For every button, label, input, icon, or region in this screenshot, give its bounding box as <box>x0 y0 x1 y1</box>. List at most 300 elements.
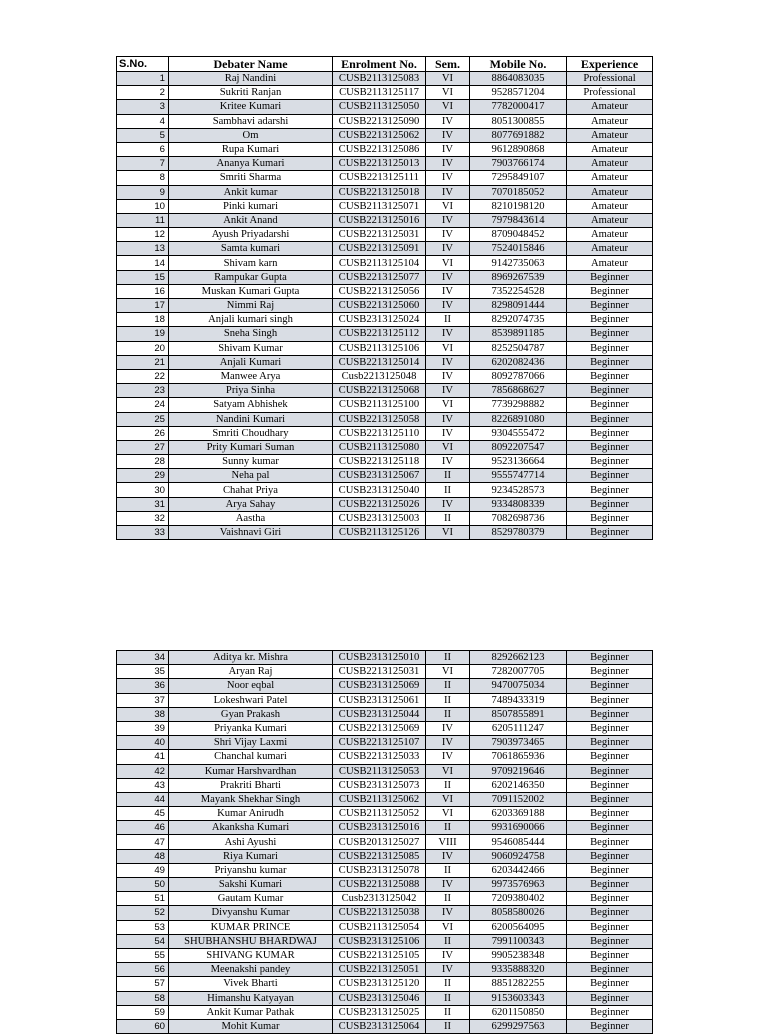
cell-mobile-no: 7282007705 <box>470 665 567 679</box>
cell-debater-name: Kumar Harshvardhan <box>169 764 333 778</box>
cell-enrolment-no: CUSB2313125046 <box>333 991 426 1005</box>
table-row <box>117 256 653 270</box>
cell-mobile-no: 8292662123 <box>470 651 567 665</box>
cell-debater-name: Muskan Kumari Gupta <box>169 284 333 298</box>
cell-mobile-no: 8539891185 <box>470 327 567 341</box>
cell-enrolment-no: CUSB2113125054 <box>333 920 426 934</box>
cell-mobile-no: 9334808339 <box>470 497 567 511</box>
cell-sno: 12 <box>117 228 169 242</box>
cell-mobile-no: 7739298882 <box>470 398 567 412</box>
cell-enrolment-no: CUSB2213125068 <box>333 384 426 398</box>
table-row <box>117 284 653 298</box>
cell-sno: 58 <box>117 991 169 1005</box>
cell-mobile-no: 7489433319 <box>470 693 567 707</box>
cell-debater-name: Mohit Kumar <box>169 1019 333 1033</box>
cell-experience: Beginner <box>567 707 653 721</box>
cell-experience: Beginner <box>567 849 653 863</box>
cell-debater-name: Riya Kumari <box>169 849 333 863</box>
table-row <box>117 114 653 128</box>
cell-mobile-no: 9523136664 <box>470 455 567 469</box>
cell-mobile-no: 7979843614 <box>470 213 567 227</box>
cell-mobile-no: 7061865936 <box>470 750 567 764</box>
cell-mobile-no: 9973576963 <box>470 878 567 892</box>
cell-debater-name: SHUBHANSHU BHARDWAJ <box>169 934 333 948</box>
table-row <box>117 412 653 426</box>
cell-sno: 22 <box>117 369 169 383</box>
cell-sem: IV <box>426 284 470 298</box>
cell-enrolment-no: CUSB2313125003 <box>333 511 426 525</box>
cell-experience: Amateur <box>567 171 653 185</box>
cell-mobile-no: 9528571204 <box>470 86 567 100</box>
cell-sno: 56 <box>117 963 169 977</box>
cell-sem: II <box>426 863 470 877</box>
cell-sem: IV <box>426 878 470 892</box>
cell-debater-name: Sakshi Kumari <box>169 878 333 892</box>
cell-debater-name: KUMAR PRINCE <box>169 920 333 934</box>
cell-experience: Beginner <box>567 764 653 778</box>
cell-sem: VI <box>426 398 470 412</box>
header-sem: Sem. <box>426 57 470 72</box>
cell-sno: 7 <box>117 157 169 171</box>
cell-experience: Beginner <box>567 963 653 977</box>
cell-enrolment-no: CUSB2113125071 <box>333 199 426 213</box>
cell-experience: Beginner <box>567 934 653 948</box>
cell-sem: IV <box>426 114 470 128</box>
cell-debater-name: Smriti Sharma <box>169 171 333 185</box>
cell-sno: 17 <box>117 299 169 313</box>
header-sno: S.No. <box>117 57 169 72</box>
cell-sno: 2 <box>117 86 169 100</box>
cell-sem: II <box>426 778 470 792</box>
cell-experience: Beginner <box>567 792 653 806</box>
cell-enrolment-no: CUSB2213125051 <box>333 963 426 977</box>
cell-sno: 49 <box>117 863 169 877</box>
cell-debater-name: Shivam Kumar <box>169 341 333 355</box>
cell-mobile-no: 9931690066 <box>470 821 567 835</box>
cell-mobile-no: 7991100343 <box>470 934 567 948</box>
cell-sno: 4 <box>117 114 169 128</box>
cell-sem: VI <box>426 792 470 806</box>
cell-sno: 46 <box>117 821 169 835</box>
cell-sem: VI <box>426 526 470 540</box>
cell-sno: 45 <box>117 807 169 821</box>
table-row <box>117 157 653 171</box>
table-row <box>117 693 653 707</box>
cell-experience: Beginner <box>567 835 653 849</box>
cell-experience: Amateur <box>567 228 653 242</box>
cell-experience: Beginner <box>567 892 653 906</box>
cell-experience: Beginner <box>567 977 653 991</box>
cell-sno: 16 <box>117 284 169 298</box>
cell-sem: IV <box>426 242 470 256</box>
table-row <box>117 736 653 750</box>
cell-mobile-no: 8051300855 <box>470 114 567 128</box>
cell-debater-name: Lokeshwari Patel <box>169 693 333 707</box>
cell-sem: II <box>426 679 470 693</box>
cell-debater-name: Smriti Choudhary <box>169 426 333 440</box>
cell-debater-name: Akanksha Kumari <box>169 821 333 835</box>
cell-sno: 15 <box>117 270 169 284</box>
cell-enrolment-no: CUSB2313125078 <box>333 863 426 877</box>
cell-enrolment-no: CUSB2113125052 <box>333 807 426 821</box>
cell-enrolment-no: CUSB2213125060 <box>333 299 426 313</box>
cell-enrolment-no: CUSB2113125100 <box>333 398 426 412</box>
cell-enrolment-no: CUSB2113125083 <box>333 72 426 86</box>
cell-sno: 38 <box>117 707 169 721</box>
cell-mobile-no: 8292074735 <box>470 313 567 327</box>
cell-enrolment-no: Cusb2313125042 <box>333 892 426 906</box>
cell-debater-name: Ankit kumar <box>169 185 333 199</box>
header-debater-name: Debater Name <box>169 57 333 72</box>
cell-experience: Beginner <box>567 398 653 412</box>
cell-enrolment-no: CUSB2213125088 <box>333 878 426 892</box>
cell-sno: 57 <box>117 977 169 991</box>
cell-experience: Amateur <box>567 213 653 227</box>
cell-mobile-no: 8298091444 <box>470 299 567 313</box>
cell-enrolment-no: CUSB2213125110 <box>333 426 426 440</box>
cell-enrolment-no: CUSB2313125040 <box>333 483 426 497</box>
table-row <box>117 934 653 948</box>
cell-enrolment-no: CUSB2213125118 <box>333 455 426 469</box>
cell-enrolment-no: CUSB2213125026 <box>333 497 426 511</box>
cell-experience: Beginner <box>567 440 653 454</box>
cell-debater-name: Divyanshu Kumar <box>169 906 333 920</box>
cell-sem: IV <box>426 299 470 313</box>
cell-sem: IV <box>426 171 470 185</box>
cell-sno: 53 <box>117 920 169 934</box>
cell-debater-name: Aditya kr. Mishra <box>169 651 333 665</box>
table-row <box>117 1019 653 1033</box>
cell-sno: 10 <box>117 199 169 213</box>
cell-debater-name: Anjali kumari singh <box>169 313 333 327</box>
cell-debater-name: Prakriti Bharti <box>169 778 333 792</box>
cell-mobile-no: 8077691882 <box>470 128 567 142</box>
cell-debater-name: Rampukar Gupta <box>169 270 333 284</box>
cell-mobile-no: 7091152002 <box>470 792 567 806</box>
cell-sem: VI <box>426 256 470 270</box>
cell-enrolment-no: CUSB2213125016 <box>333 213 426 227</box>
cell-experience: Beginner <box>567 284 653 298</box>
table-row <box>117 991 653 1005</box>
cell-experience: Beginner <box>567 807 653 821</box>
cell-sno: 40 <box>117 736 169 750</box>
cell-enrolment-no: CUSB2113125106 <box>333 341 426 355</box>
cell-mobile-no: 9612890868 <box>470 142 567 156</box>
table-row <box>117 313 653 327</box>
cell-enrolment-no: CUSB2113125117 <box>333 86 426 100</box>
cell-mobile-no: 9709219646 <box>470 764 567 778</box>
header-enrolment-no: Enrolment No. <box>333 57 426 72</box>
cell-mobile-no: 6205111247 <box>470 721 567 735</box>
table-row <box>117 721 653 735</box>
cell-debater-name: Noor eqbal <box>169 679 333 693</box>
table-row <box>117 228 653 242</box>
cell-sno: 59 <box>117 1005 169 1019</box>
table-row <box>117 455 653 469</box>
cell-sno: 9 <box>117 185 169 199</box>
table-row <box>117 86 653 100</box>
cell-debater-name: SHIVANG KUMAR <box>169 948 333 962</box>
cell-sno: 37 <box>117 693 169 707</box>
cell-mobile-no: 8709048452 <box>470 228 567 242</box>
cell-enrolment-no: CUSB2213125112 <box>333 327 426 341</box>
cell-mobile-no: 9546085444 <box>470 835 567 849</box>
cell-sno: 3 <box>117 100 169 114</box>
cell-debater-name: Sunny kumar <box>169 455 333 469</box>
table-row <box>117 100 653 114</box>
header-mobile-no: Mobile No. <box>470 57 567 72</box>
cell-mobile-no: 7903973465 <box>470 736 567 750</box>
cell-sno: 25 <box>117 412 169 426</box>
cell-debater-name: Ananya Kumari <box>169 157 333 171</box>
cell-enrolment-no: CUSB2313125120 <box>333 977 426 991</box>
table-row <box>117 72 653 86</box>
cell-enrolment-no: CUSB2213125069 <box>333 721 426 735</box>
cell-enrolment-no: CUSB2213125091 <box>333 242 426 256</box>
cell-sno: 8 <box>117 171 169 185</box>
cell-enrolment-no: CUSB2313125024 <box>333 313 426 327</box>
debaters-table-bottom <box>116 650 653 1034</box>
cell-mobile-no: 6202082436 <box>470 355 567 369</box>
cell-sno: 35 <box>117 665 169 679</box>
table-row <box>117 963 653 977</box>
cell-experience: Amateur <box>567 114 653 128</box>
cell-sem: II <box>426 991 470 1005</box>
cell-sem: VIII <box>426 835 470 849</box>
table-row <box>117 1005 653 1019</box>
cell-sem: IV <box>426 142 470 156</box>
cell-debater-name: Ayush Priyadarshi <box>169 228 333 242</box>
table-row <box>117 821 653 835</box>
cell-sem: VI <box>426 199 470 213</box>
cell-mobile-no: 9905238348 <box>470 948 567 962</box>
table-row <box>117 341 653 355</box>
cell-experience: Amateur <box>567 100 653 114</box>
cell-debater-name: Om <box>169 128 333 142</box>
cell-debater-name: Kumar Anirudh <box>169 807 333 821</box>
cell-enrolment-no: CUSB2213125031 <box>333 665 426 679</box>
cell-enrolment-no: CUSB2113125104 <box>333 256 426 270</box>
cell-experience: Beginner <box>567 469 653 483</box>
cell-mobile-no: 9142735063 <box>470 256 567 270</box>
cell-sno: 30 <box>117 483 169 497</box>
cell-experience: Beginner <box>567 313 653 327</box>
cell-sno: 41 <box>117 750 169 764</box>
cell-sem: IV <box>426 327 470 341</box>
cell-debater-name: Sneha Singh <box>169 327 333 341</box>
table-row <box>117 440 653 454</box>
cell-enrolment-no: CUSB2213125031 <box>333 228 426 242</box>
cell-sno: 24 <box>117 398 169 412</box>
cell-sno: 21 <box>117 355 169 369</box>
cell-experience: Amateur <box>567 185 653 199</box>
cell-sem: IV <box>426 157 470 171</box>
cell-enrolment-no: CUSB2313125044 <box>333 707 426 721</box>
cell-debater-name: Arya Sahay <box>169 497 333 511</box>
cell-mobile-no: 8092207547 <box>470 440 567 454</box>
cell-experience: Professional <box>567 72 653 86</box>
cell-sem: IV <box>426 355 470 369</box>
cell-sem: IV <box>426 213 470 227</box>
cell-debater-name: Gyan Prakash <box>169 707 333 721</box>
table-row <box>117 369 653 383</box>
header-row <box>117 57 653 72</box>
table-row <box>117 835 653 849</box>
table-row <box>117 807 653 821</box>
cell-enrolment-no: CUSB2213125018 <box>333 185 426 199</box>
debaters-table-top <box>116 56 653 540</box>
cell-mobile-no: 8969267539 <box>470 270 567 284</box>
header-experience: Experience <box>567 57 653 72</box>
cell-sem: II <box>426 977 470 991</box>
cell-sem: IV <box>426 228 470 242</box>
cell-experience: Beginner <box>567 665 653 679</box>
cell-experience: Beginner <box>567 948 653 962</box>
cell-sno: 54 <box>117 934 169 948</box>
cell-sno: 50 <box>117 878 169 892</box>
cell-enrolment-no: CUSB2313125064 <box>333 1019 426 1033</box>
cell-sem: IV <box>426 455 470 469</box>
cell-mobile-no: 7352254528 <box>470 284 567 298</box>
cell-sem: II <box>426 934 470 948</box>
cell-sno: 23 <box>117 384 169 398</box>
cell-mobile-no: 7856868627 <box>470 384 567 398</box>
cell-enrolment-no: CUSB2213125056 <box>333 284 426 298</box>
table-row <box>117 299 653 313</box>
cell-enrolment-no: CUSB2213125086 <box>333 142 426 156</box>
cell-sem: II <box>426 483 470 497</box>
cell-debater-name: Meenakshi pandey <box>169 963 333 977</box>
cell-enrolment-no: CUSB2313125016 <box>333 821 426 835</box>
cell-mobile-no: 8210198120 <box>470 199 567 213</box>
table-row <box>117 792 653 806</box>
cell-debater-name: Raj Nandini <box>169 72 333 86</box>
cell-debater-name: Shivam karn <box>169 256 333 270</box>
table-row <box>117 892 653 906</box>
table-row <box>117 469 653 483</box>
cell-sem: IV <box>426 736 470 750</box>
cell-enrolment-no: CUSB2313125069 <box>333 679 426 693</box>
cell-mobile-no: 9060924758 <box>470 849 567 863</box>
cell-experience: Amateur <box>567 128 653 142</box>
cell-sno: 26 <box>117 426 169 440</box>
cell-sno: 18 <box>117 313 169 327</box>
cell-mobile-no: 8058580026 <box>470 906 567 920</box>
cell-sno: 43 <box>117 778 169 792</box>
table-row <box>117 199 653 213</box>
cell-sno: 27 <box>117 440 169 454</box>
cell-experience: Amateur <box>567 199 653 213</box>
cell-enrolment-no: CUSB2213125077 <box>333 270 426 284</box>
cell-sem: II <box>426 1005 470 1019</box>
cell-sno: 5 <box>117 128 169 142</box>
cell-enrolment-no: CUSB2213125090 <box>333 114 426 128</box>
cell-experience: Beginner <box>567 369 653 383</box>
cell-sem: II <box>426 707 470 721</box>
cell-enrolment-no: CUSB2313125067 <box>333 469 426 483</box>
cell-sem: VI <box>426 764 470 778</box>
cell-sno: 13 <box>117 242 169 256</box>
cell-sem: VI <box>426 341 470 355</box>
cell-mobile-no: 7782000417 <box>470 100 567 114</box>
cell-enrolment-no: CUSB2313125061 <box>333 693 426 707</box>
cell-sem: IV <box>426 384 470 398</box>
cell-mobile-no: 9234528573 <box>470 483 567 497</box>
cell-mobile-no: 6203369188 <box>470 807 567 821</box>
cell-experience: Beginner <box>567 526 653 540</box>
cell-debater-name: Vaishnavi Giri <box>169 526 333 540</box>
cell-mobile-no: 7082698736 <box>470 511 567 525</box>
cell-experience: Beginner <box>567 991 653 1005</box>
table-row <box>117 764 653 778</box>
cell-experience: Beginner <box>567 1005 653 1019</box>
cell-sem: IV <box>426 948 470 962</box>
cell-mobile-no: 7524015846 <box>470 242 567 256</box>
cell-mobile-no: 8252504787 <box>470 341 567 355</box>
cell-enrolment-no: CUSB2213125058 <box>333 412 426 426</box>
cell-mobile-no: 7209380402 <box>470 892 567 906</box>
table-row <box>117 242 653 256</box>
cell-sem: IV <box>426 185 470 199</box>
table-row <box>117 707 653 721</box>
cell-debater-name: Ashi Ayushi <box>169 835 333 849</box>
cell-experience: Beginner <box>567 821 653 835</box>
cell-sem: II <box>426 693 470 707</box>
cell-sno: 55 <box>117 948 169 962</box>
cell-experience: Beginner <box>567 355 653 369</box>
cell-debater-name: Nandini Kumari <box>169 412 333 426</box>
table-row <box>117 920 653 934</box>
cell-sno: 28 <box>117 455 169 469</box>
cell-debater-name: Ankit Anand <box>169 213 333 227</box>
cell-sno: 32 <box>117 511 169 525</box>
cell-enrolment-no: CUSB2313125010 <box>333 651 426 665</box>
table-row <box>117 750 653 764</box>
cell-mobile-no: 8226891080 <box>470 412 567 426</box>
cell-debater-name: Priyanka Kumari <box>169 721 333 735</box>
cell-mobile-no: 7070185052 <box>470 185 567 199</box>
cell-sem: IV <box>426 128 470 142</box>
cell-sem: IV <box>426 369 470 383</box>
table-row <box>117 355 653 369</box>
cell-mobile-no: 7903766174 <box>470 157 567 171</box>
table-row <box>117 863 653 877</box>
cell-mobile-no: 8864083035 <box>470 72 567 86</box>
table-row <box>117 526 653 540</box>
cell-experience: Amateur <box>567 256 653 270</box>
cell-debater-name: Nimmi Raj <box>169 299 333 313</box>
cell-mobile-no: 6202146350 <box>470 778 567 792</box>
cell-experience: Beginner <box>567 384 653 398</box>
table-row <box>117 128 653 142</box>
cell-sno: 33 <box>117 526 169 540</box>
cell-mobile-no: 8529780379 <box>470 526 567 540</box>
cell-sno: 42 <box>117 764 169 778</box>
cell-debater-name: Rupa Kumari <box>169 142 333 156</box>
cell-mobile-no: 9555747714 <box>470 469 567 483</box>
cell-sno: 6 <box>117 142 169 156</box>
cell-experience: Beginner <box>567 412 653 426</box>
cell-enrolment-no: CUSB2313125106 <box>333 934 426 948</box>
cell-experience: Beginner <box>567 426 653 440</box>
cell-debater-name: Aastha <box>169 511 333 525</box>
cell-debater-name: Satyam Abhishek <box>169 398 333 412</box>
cell-enrolment-no: CUSB2213125107 <box>333 736 426 750</box>
table-row <box>117 679 653 693</box>
cell-experience: Beginner <box>567 878 653 892</box>
cell-debater-name: Kritee Kumari <box>169 100 333 114</box>
table-top-body <box>117 72 653 540</box>
